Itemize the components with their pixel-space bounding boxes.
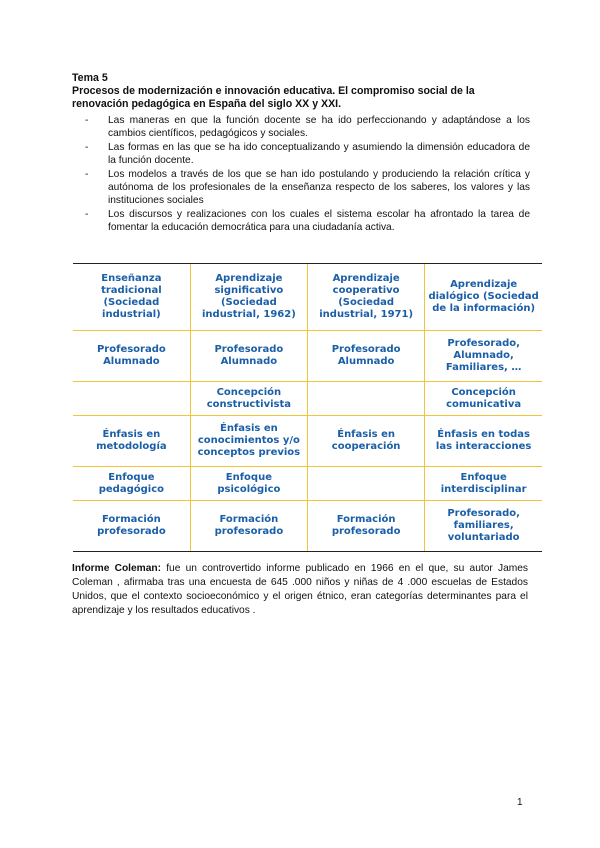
- bullet-text: Las formas en las que se ha ido conceptualizando y asumiendo la dimensión educadora de la función docente.: [108, 141, 530, 167]
- table-cell: Profesorado, Alumnado, Familiares, …: [425, 331, 542, 382]
- bullet-text: Las maneras en que la función docente se ha ido perfeccionando y adaptándose a los cambios científicos, pedagógicos y sociales.: [108, 115, 530, 140]
- coleman-label: Informe Coleman:: [72, 563, 161, 574]
- bullet-dash: -: [85, 141, 89, 153]
- bullet-item: [72, 114, 530, 141]
- table-row: [73, 416, 542, 467]
- table-cell: Énfasis en conocimientos y/o conceptos previos: [190, 416, 307, 467]
- table-cell: Formación profesorado: [190, 501, 307, 551]
- table-cell: Enfoque pedagógico: [73, 467, 190, 501]
- table-cell: Aprendizaje cooperativo (Sociedad industrial, 1971): [308, 264, 425, 331]
- topic-title: Tema 5: [72, 72, 108, 84]
- table-cell: Énfasis en cooperación: [308, 416, 425, 467]
- table-cell: Enfoque psicológico: [190, 467, 307, 501]
- coleman-paragraph: [72, 562, 528, 618]
- table-cell: Profesorado Alumnado: [190, 331, 307, 382]
- table-row: [73, 381, 542, 415]
- table-cell: Profesorado, familiares, voluntariado: [425, 501, 542, 551]
- bullet-item: [72, 168, 530, 208]
- table-cell: Concepción constructivista: [190, 381, 307, 415]
- table-row-header: [73, 264, 542, 331]
- coleman-text: fue un controvertido informe publicado en 1966 en el que, su autor James Coleman , afirmaba tras una encuesta de 645 .000 niños y niñas de 4 .000 escuelas de Estados Unidos, que el contexto socioeconómico y el origen étnico, eran categorías determinantes para el aprendizaje y los resultados educativos .: [72, 563, 528, 616]
- table-cell: Formación profesorado: [73, 501, 190, 551]
- table-cell: [308, 467, 425, 501]
- bullet-item: [72, 208, 530, 235]
- table-cell: Profesorado Alumnado: [73, 331, 190, 382]
- bullet-text: Los discursos y realizaciones con los cuales el sistema escolar ha afrontado la tarea de fomentar la educación democrática para una ciudadanía activa.: [108, 208, 530, 234]
- table-cell: Aprendizaje significativo (Sociedad industrial, 1962): [190, 264, 307, 331]
- document-heading: [72, 72, 532, 111]
- bullet-dash: -: [85, 208, 89, 220]
- table-row: [73, 331, 542, 382]
- bullet-list: [72, 114, 530, 235]
- table-cell: [308, 381, 425, 415]
- bullet-dash: -: [85, 115, 89, 126]
- table-cell: [73, 381, 190, 415]
- bullet-item: [72, 141, 530, 168]
- table-cell: Énfasis en todas las interacciones: [425, 416, 542, 467]
- table-cell: Enfoque interdisciplinar: [425, 467, 542, 501]
- table-cell: Profesorado Alumnado: [308, 331, 425, 382]
- bullet-text: Los modelos a través de los que se han ido postulando y produciendo la relación crítica y autónoma de los profesionales de la enseñanza respecto de los saberes, los valores y las instituciones sociales: [108, 168, 530, 207]
- bullet-dash: -: [85, 168, 89, 180]
- page-number: 1: [517, 797, 523, 808]
- table-row: [73, 467, 542, 501]
- table-cell: Enseñanza tradicional (Sociedad industrial): [73, 264, 190, 331]
- learning-models-table-frame: [73, 263, 542, 552]
- table-cell: Formación profesorado: [308, 501, 425, 551]
- table-row: [73, 501, 542, 551]
- topic-subtitle: Procesos de modernización e innovación educativa. El compromiso social de la renovación pedagógica en España del siglo XX y XXI.: [72, 85, 475, 110]
- table-cell: Énfasis en metodología: [73, 416, 190, 467]
- table-cell: Aprendizaje dialógico (Sociedad de la información): [425, 264, 542, 331]
- table-cell: Concepción comunicativa: [425, 381, 542, 415]
- learning-models-table: [73, 264, 542, 551]
